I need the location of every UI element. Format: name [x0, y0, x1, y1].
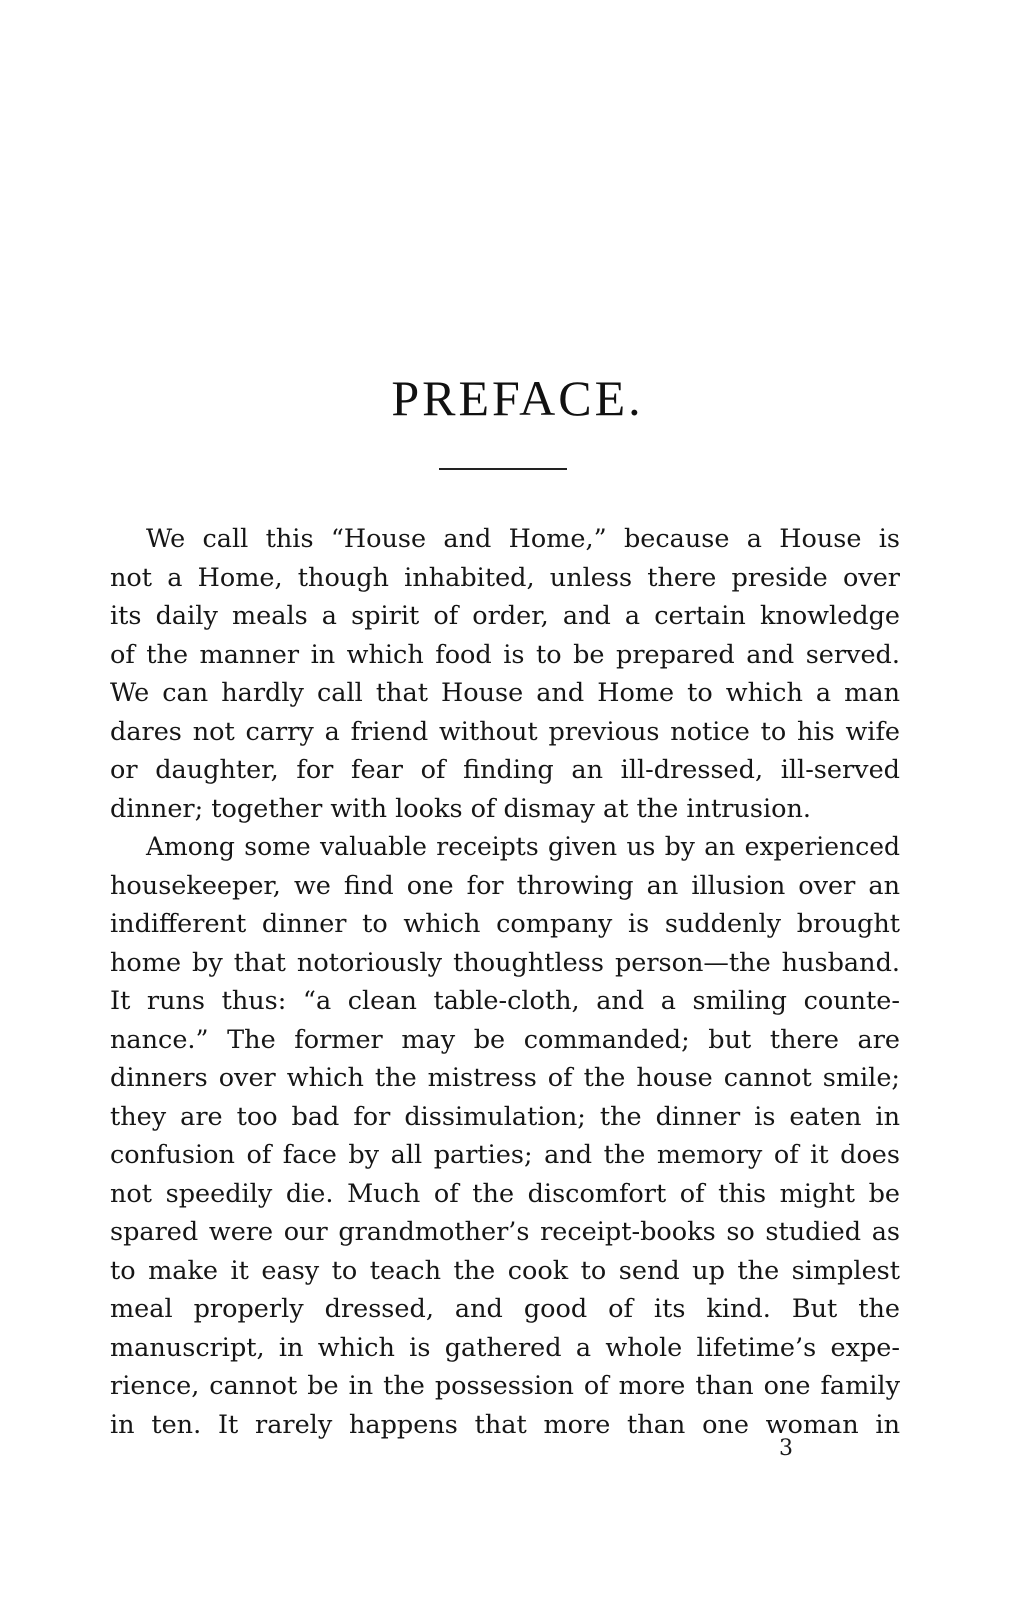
text-line: or daughter, for fear of finding an ill-dressed, ill-served [110, 755, 900, 785]
text-line: dinners over which the mistress of the house cannot smile; [110, 1063, 900, 1093]
page-title: PREFACE. [391, 370, 644, 426]
text-line: indifferent dinner to which company is suddenly brought [110, 909, 900, 939]
text-line: manuscript, in which is gathered a whole lifetime’s expe- [110, 1332, 900, 1363]
text-line: We can hardly call that House and Home to which a man [110, 678, 900, 708]
text-line: confusion of face by all parties; and the memory of it does [110, 1140, 900, 1170]
page-number: 3 [779, 1436, 793, 1461]
text-line: nance.” The former may be commanded; but there are [110, 1024, 900, 1055]
text-line: dares not carry a friend without previous notice to his wife [110, 716, 900, 747]
text-line: We call this “House and Home,” because a House is [146, 524, 900, 554]
text-line: Among some valuable receipts given us by an experienced [146, 832, 900, 861]
text-line: It runs thus: “a clean table-cloth, and a smiling counte- [110, 986, 900, 1016]
text-line: they are too bad for dissimulation; the dinner is eaten in [110, 1101, 900, 1132]
preface-text [110, 520, 900, 1444]
text-line: rience, cannot be in the possession of more than one family [110, 1371, 900, 1401]
text-line: dinner; together with looks of dismay at the intrusion. [110, 793, 811, 824]
title-rule [439, 468, 567, 470]
text-line: its daily meals a spirit of order, and a certain knowledge [110, 601, 900, 631]
text-line: spared were our grandmother’s receipt-books so studied as [110, 1217, 900, 1247]
text-line: home by that notoriously thoughtless person—the husband. [110, 947, 900, 978]
text-line: not speedily die. Much of the discomfort of this might be [110, 1178, 900, 1209]
text-line: to make it easy to teach the cook to send up the simplest [110, 1255, 900, 1286]
text-line: not a Home, though inhabited, unless there preside over [110, 562, 900, 593]
text-line: housekeeper, we find one for throwing an illusion over an [110, 870, 900, 901]
text-line: of the manner in which food is to be prepared and served. [110, 639, 900, 670]
text-line: in ten. It rarely happens that more than one woman in [110, 1409, 900, 1440]
text-line: meal properly dressed, and good of its kind. But the [110, 1294, 900, 1324]
